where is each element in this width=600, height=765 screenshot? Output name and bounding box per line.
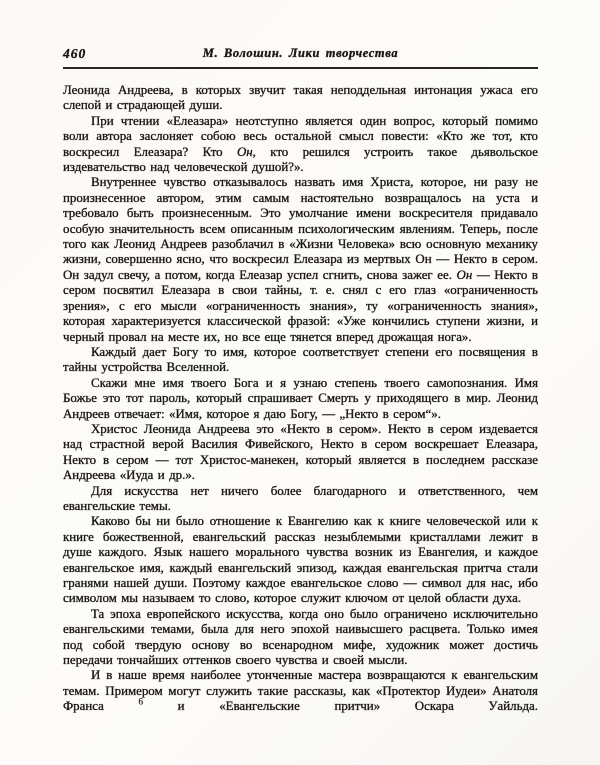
text-run: — Некто в сером посвятил Елеазара в свои тайны, т. е. снял с его глаз «ограниченность зрения», с его мысли «ограниченность знания», ту «ограниченность знания», которая характеризуется классической фразой: «Уже кончились ступени жизни, и черный провал на месте их, но все еще тянется вперед дрожащая нога». xyxy=(63,267,538,344)
text-run: Каждый дает Богу то имя, которое соответствует степени его посвящения в тайны устройства Вселенной. xyxy=(63,344,538,375)
header-rule xyxy=(63,67,538,69)
emphasized-text: Он xyxy=(456,267,473,282)
text-run: , кто решился устроить такое дьявольское издевательство над человеческой душой?». xyxy=(63,144,538,175)
text-run: Каково бы ни было отношение к Евангелию как к книге человеческой или к книге божественной, евангельский рассказ незыблемыми кристаллами лежит в душе каждого. Язык нашего морального чувства возник из Евангелия, и каждое евангельское имя, каждый евангельский эпизод, каждая евангельская притча стали гранями нашей души. Поэтому каждое евангельское слово — символ для нас, ибо символом мы называем то слово, которое служит ключом от целой области духа. xyxy=(63,514,538,606)
paragraph xyxy=(63,345,538,376)
footnote-reference: 6 xyxy=(138,696,143,707)
paragraph xyxy=(63,114,538,176)
paragraph xyxy=(63,607,538,669)
paragraph xyxy=(63,422,538,484)
paragraph xyxy=(63,376,538,422)
paragraph xyxy=(63,514,538,606)
running-title: М. Волошин. Лики творчества xyxy=(202,46,399,60)
text-run: Христос Леонида Андреева это «Некто в сером». Некто в сером издевается над страстной верой Василия Фивейского, Некто в сером воскрешает Елеазара, Некто в сером — тот Христос-манекен, который является в последнем рассказе Андреева «Иуда и др.». xyxy=(63,421,538,483)
text-block xyxy=(63,83,538,715)
paragraph xyxy=(63,484,538,515)
text-run: Леонида Андреева, в которых звучит такая неподдельная интонация ужаса его слепой и страдающей души. xyxy=(63,83,538,113)
paragraph xyxy=(63,668,538,714)
text-run: Скажи мне имя твоего Бога и я узнаю степень твоего самопознания. Имя Божье это тот пароль, который спрашивает Смерть у приходящего в мир. Леонид Андреев отвечает: «Имя, которое я даю Богу, — „Некто в сером“». xyxy=(63,375,538,421)
text-run: При чтении «Елеазара» неотступно является один вопрос, который помимо воли автора заслоняет собою весь остальной смысл повести: «Кто же тот, кто воскресил Елеазара? Кто xyxy=(63,113,538,159)
text-run: Та эпоха европейского искусства, когда оно было ограничено исключительно евангельскими темами, была для него эпохой наивысшего расцвета. Только имея под собой твердую основу во всенародном мифе, художник может достичь передачи тончайших оттенков своего чувства и своей мысли. xyxy=(63,606,538,668)
paragraph xyxy=(63,83,538,114)
emphasized-text: Он xyxy=(236,144,253,159)
text-run: И в наше время наиболее утонченные мастера возвращаются к евангельским темам. Примером могут служить такие рассказы, как «Протектор Иудеи» Анатоля Франса xyxy=(63,668,538,714)
page-header xyxy=(63,46,538,64)
text-run: Внутреннее чувство отказывалось назвать имя Христа, которое, ни разу не произнесенное автором, этим самым настоятельно возвращалось на уста и требовало быть произнесенным. Это умолчание имени воскресителя придавало особую значительность всем описанным психологическим явлениям. Теперь, после того как Леонид Андреев разоблачил в «Жизни Человека» всю основную механику жизни, совершенно ясно, что воскресил Елеазара из мертвых Он — Некто в сером. Он задул свечу, а потом, когда Елеазар успел сгнить, снова зажег ее. xyxy=(63,175,538,282)
text-run: и «Евангельские притчи» Оскара Уайльда. xyxy=(143,699,538,714)
paragraph xyxy=(63,175,538,344)
text-run: Для искусства нет ничего более благодарного и ответственного, чем евангельские темы. xyxy=(63,483,538,513)
page-number: 460 xyxy=(63,46,87,61)
